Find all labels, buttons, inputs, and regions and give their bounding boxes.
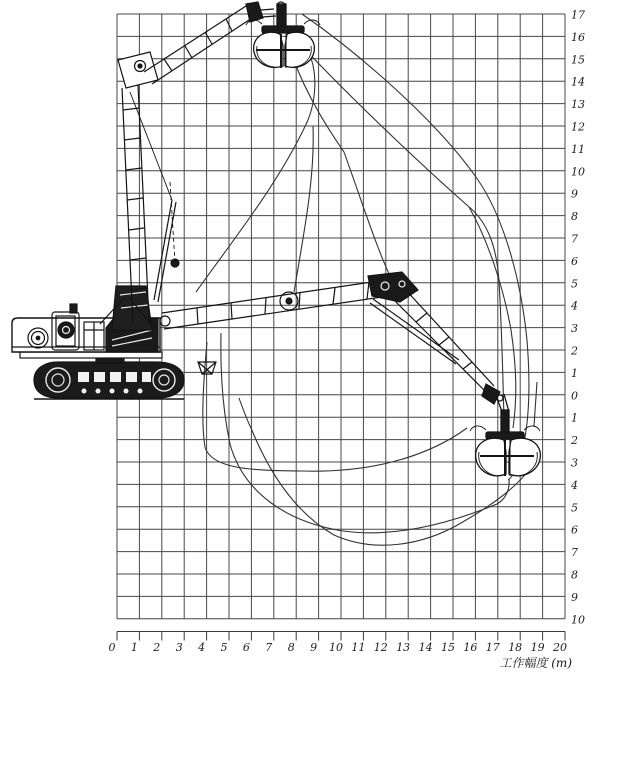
tick-label: 13	[396, 641, 411, 654]
tick-label: 17	[571, 8, 585, 22]
body-rail	[20, 352, 162, 358]
mast-head	[118, 52, 158, 88]
tick-label: 11	[351, 641, 366, 654]
tick-label: 5	[571, 277, 578, 291]
tick-label: 1	[130, 641, 138, 654]
tick-label: 10	[329, 641, 343, 654]
envelope-bottom-middle	[221, 333, 509, 533]
lower-grab	[470, 394, 540, 476]
tick-label: 2	[153, 641, 161, 654]
tick-label: 0	[108, 641, 116, 654]
x-axis-labels	[109, 641, 568, 654]
envelope-reach-limit	[534, 382, 537, 426]
tick-label: 14	[571, 75, 585, 89]
tick-label: 16	[571, 30, 585, 44]
tick-label: 9	[310, 641, 318, 654]
arm-tip-plate	[246, 2, 263, 22]
tick-label: 2	[571, 344, 578, 358]
tick-label: 6	[571, 523, 578, 537]
envelope-inner-arc	[196, 58, 315, 292]
tick-label: 2	[571, 434, 578, 448]
tick-label: 8	[571, 210, 578, 224]
envelope-outer-sweep	[302, 14, 529, 480]
tick-label: 7	[571, 546, 578, 560]
tick-label: 3	[175, 641, 183, 654]
tick-label: 20	[553, 641, 567, 654]
x-axis-ticks	[117, 632, 565, 641]
tick-label: 11	[571, 142, 585, 156]
tick-label: 15	[571, 53, 585, 67]
crawler-track	[34, 362, 184, 399]
excavator-base	[12, 286, 184, 399]
tick-label: 10	[571, 165, 585, 179]
y-axis-labels	[570, 9, 585, 627]
tick-label: 4	[198, 641, 206, 654]
tick-label: 8	[287, 641, 295, 654]
tick-label: 19	[530, 641, 545, 654]
tick-label: 3	[571, 322, 578, 336]
tick-label: 5	[220, 641, 228, 654]
x-axis-title: 工作幅度 (m)	[499, 656, 572, 670]
tick-label: 7	[265, 641, 273, 654]
tick-label: 17	[485, 641, 500, 654]
tick-label: 15	[441, 641, 455, 654]
tick-label: 7	[571, 232, 578, 246]
tick-label: 8	[571, 568, 578, 582]
tick-label: 6	[571, 254, 578, 268]
tick-label: 16	[463, 641, 478, 654]
tick-label: 9	[571, 590, 578, 604]
envelope-inner-return	[294, 126, 313, 292]
luffing-cylinder	[130, 92, 179, 302]
tick-label: 1	[571, 411, 578, 425]
tick-label: 13	[571, 98, 585, 112]
tick-label: 9	[571, 187, 578, 201]
tick-label: 5	[571, 501, 578, 515]
tick-label: 1	[571, 366, 578, 380]
tick-label: 10	[571, 613, 585, 627]
tick-label: 3	[571, 456, 578, 470]
house	[12, 286, 160, 352]
tick-label: 0	[571, 389, 578, 403]
tick-label: 12	[571, 120, 585, 134]
tick-label: 12	[373, 641, 388, 654]
tick-label: 18	[508, 641, 523, 654]
tick-label: 4	[571, 299, 578, 313]
raised-boom	[118, 2, 276, 324]
tick-label: 14	[418, 641, 433, 654]
grid	[117, 14, 565, 619]
tick-label: 4	[571, 478, 578, 492]
exhaust-pipe	[70, 304, 77, 313]
lowered-boom	[160, 272, 500, 404]
tick-label: 6	[242, 641, 250, 654]
